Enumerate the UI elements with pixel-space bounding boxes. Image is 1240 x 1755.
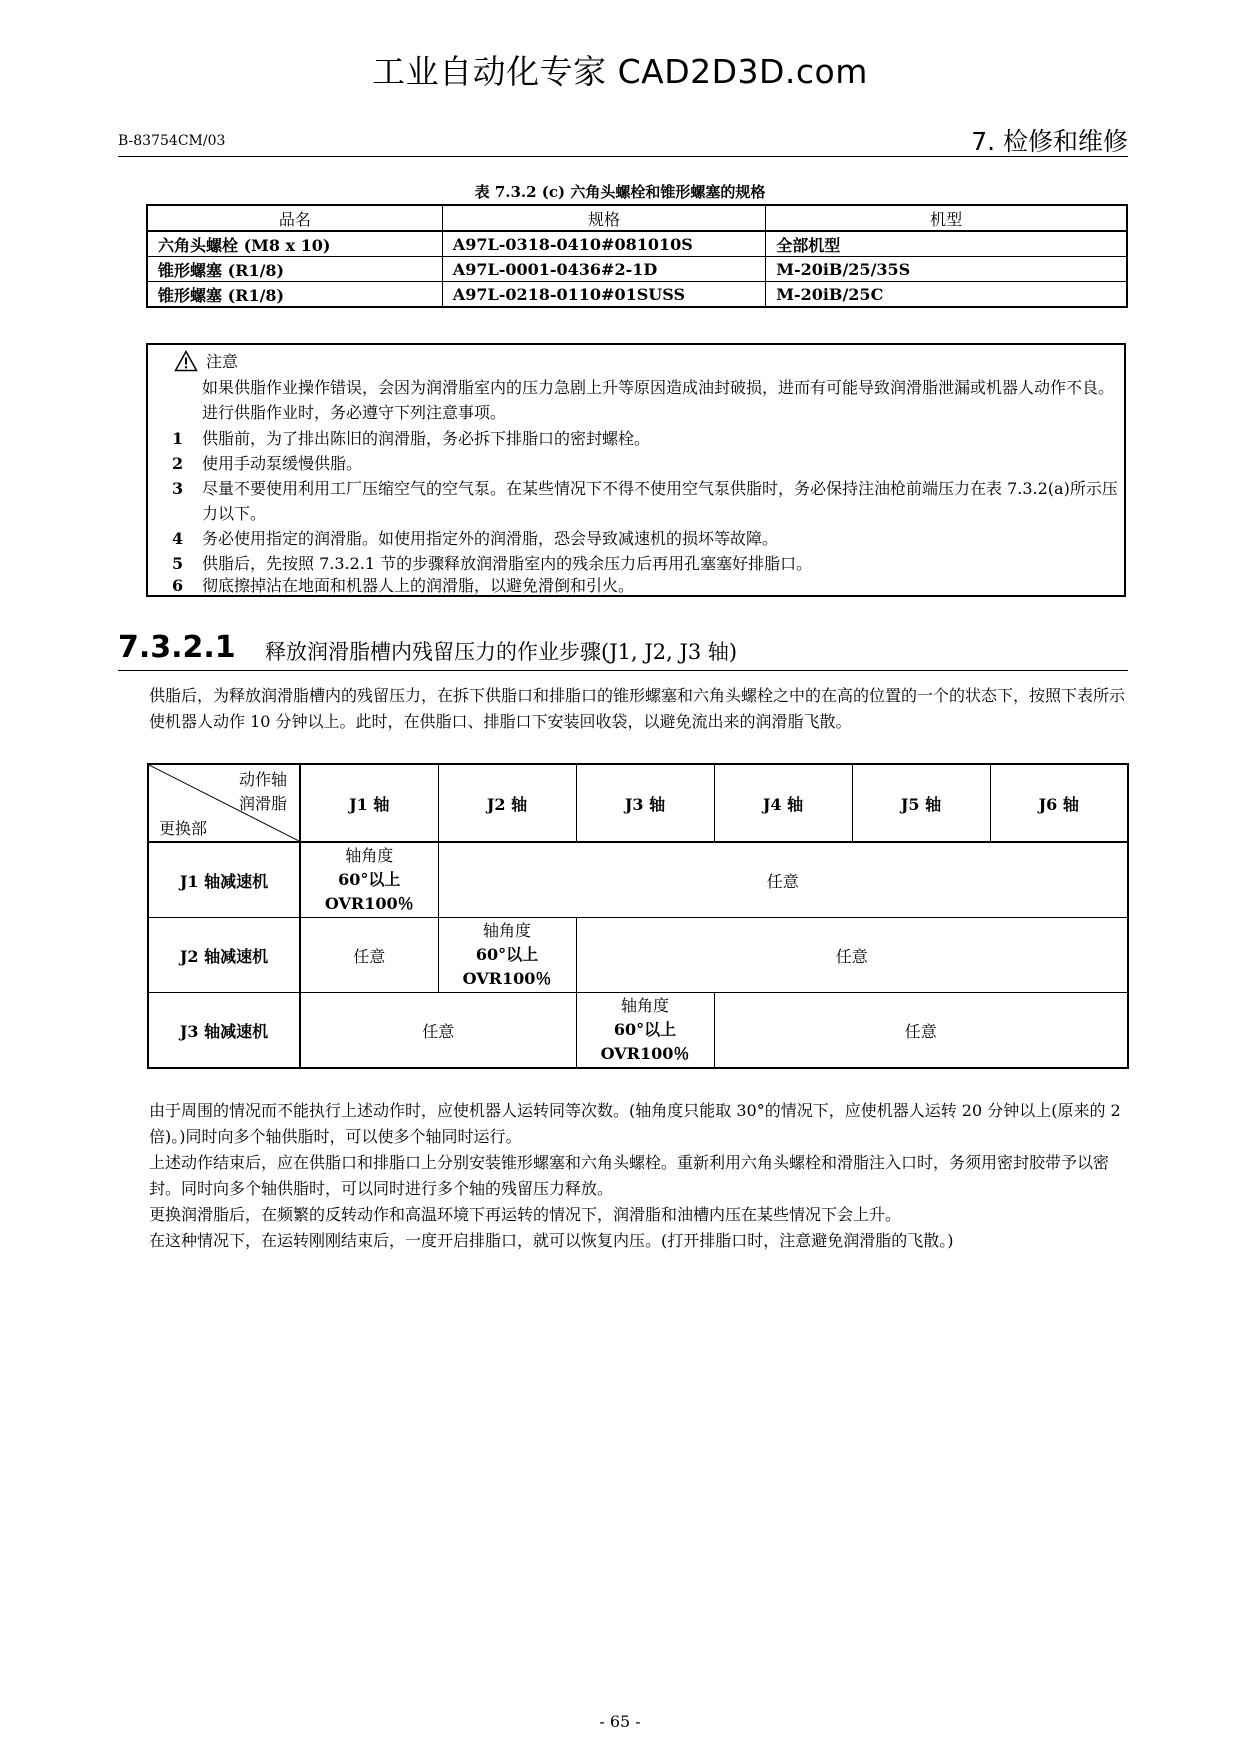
table-row — [147, 282, 1127, 308]
axis-header: J6 轴 — [990, 764, 1128, 842]
caution-item-text: 彻底擦掉沾在地面和机器人上的润滑脂，以避免滑倒和引火。 — [202, 576, 635, 595]
axis-header: J5 轴 — [852, 764, 990, 842]
condition-line: 60°以上 — [475, 945, 539, 964]
corner-label-axis: 动作轴 — [238, 770, 287, 789]
spec-table — [146, 204, 1128, 308]
warning-triangle-icon — [174, 350, 198, 372]
header-rule — [118, 156, 1128, 157]
caution-item-text: 供脂后，先按照 7.3.2.1 节的步骤释放润滑脂室内的残余压力后再用孔塞塞好排脂口。 — [202, 554, 813, 573]
part-spec: A97L-0318-0410#081010S — [442, 231, 765, 257]
caution-item-number: 4 — [172, 529, 184, 548]
caution-heading — [174, 349, 238, 372]
axis-header: J1 轴 — [300, 764, 438, 842]
axis-header: J2 轴 — [438, 764, 576, 842]
condition-cell — [438, 918, 576, 993]
part-spec: A97L-0218-0110#01SUSS — [442, 282, 765, 308]
table-row — [148, 918, 1128, 993]
body-paragraph: 由于周围的情况而不能执行上述动作时，应使机器人运转同等次数。(轴角度只能取 30°的情况下，应使机器人运转 20 分钟以上(原来的 2 倍)。)同时向多个轴供脂时，可以使多个轴同时运行。 — [149, 1101, 1121, 1146]
condition-line: 轴角度 — [482, 921, 531, 940]
reducer-label: J2 轴减速机 — [148, 918, 300, 993]
caution-item-number: 5 — [172, 554, 184, 573]
body-paragraph: 更换润滑脂后，在频繁的反转动作和高温环境下再运转的情况下，润滑脂和油槽内压在某些情况下会上升。 — [149, 1205, 902, 1224]
condition-line: 60°以上 — [613, 1020, 677, 1039]
caution-item-text: 供脂前，为了排出陈旧的润滑脂，务必拆下排脂口的密封螺栓。 — [202, 429, 651, 448]
axis-header: J4 轴 — [714, 764, 852, 842]
caution-item-number: 1 — [172, 429, 184, 448]
spec-table-header — [147, 205, 1127, 231]
condition-cell — [300, 842, 438, 918]
section-rule — [118, 670, 1128, 671]
intro-paragraph: 供脂后，为释放润滑脂槽内的残留压力，在拆下供脂口和排脂口的锥形螺塞和六角头螺栓之中的在高的位置的一个的状态下，按照下表所示使机器人动作 10 分钟以上。此时，在供脂口、排脂口下安装回收袋，以避免流出来的润滑脂飞散。 — [149, 686, 1126, 731]
any-cell: 任意 — [300, 918, 438, 993]
operation-table-header — [148, 764, 1128, 842]
caution-item-text: 务必使用指定的润滑脂。如使用指定外的润滑脂，恐会导致减速机的损坏等故障。 — [202, 529, 779, 548]
column-header: 机型 — [766, 205, 1127, 231]
condition-line: OVR100％ — [462, 969, 552, 988]
part-spec: A97L-0001-0436#2-1D — [442, 257, 765, 282]
robot-model: M-20iB/25C — [766, 282, 1127, 308]
robot-model: M-20iB/25/35S — [766, 257, 1127, 282]
caution-item-number: 2 — [172, 454, 184, 473]
condition-line: 轴角度 — [620, 996, 669, 1015]
condition-line: 60°以上 — [338, 870, 401, 889]
part-name: 六角头螺栓 (M8 x 10) — [147, 231, 442, 257]
caution-box — [146, 343, 1126, 597]
condition-cell — [576, 993, 714, 1069]
any-cell: 任意 — [438, 842, 1128, 918]
table-row — [147, 257, 1127, 282]
part-name: 锥形螺塞 (R1/8) — [147, 257, 442, 282]
part-name: 锥形螺塞 (R1/8) — [147, 282, 442, 308]
condition-line: 轴角度 — [345, 846, 394, 865]
reducer-label: J1 轴减速机 — [148, 842, 300, 918]
caution-item-text: 使用手动泵缓慢供脂。 — [202, 454, 363, 473]
operation-table — [147, 763, 1129, 1069]
table-row — [148, 842, 1128, 918]
corner-cell — [148, 764, 300, 842]
condition-line: OVR100％ — [324, 894, 414, 913]
caution-intro: 如果供脂作业操作错误，会因为润滑脂室内的压力急剧上升等原因造成油封破损，进而有可能导致润滑脂泄漏或机器人动作不良。进行供脂作业时，务必遵守下列注意事项。 — [202, 378, 1115, 422]
reducer-label: J3 轴减速机 — [148, 993, 300, 1069]
corner-label-part: 更换部 — [159, 819, 208, 838]
condition-line: OVR100％ — [600, 1044, 690, 1063]
any-cell: 任意 — [576, 918, 1128, 993]
body-paragraph: 上述动作结束后，应在供脂口和排脂口上分别安装锥形螺塞和六角头螺栓。重新利用六角头螺栓和滑脂注入口时，务须用密封胶带予以密封。同时向多个轴供脂时，可以同时进行多个轴的残留压力释放。 — [149, 1153, 1110, 1198]
document-id: B-83754CM/03 — [118, 133, 226, 149]
section-number: 7.3.2.1 — [118, 630, 236, 665]
caution-item-number: 6 — [172, 576, 184, 595]
table-row — [147, 231, 1127, 257]
any-cell: 任意 — [714, 993, 1128, 1069]
watermark-text: 工业自动化专家 CAD2D3D.com — [372, 52, 868, 91]
caution-item-number: 3 — [172, 479, 184, 498]
body-paragraph: 在这种情况下，在运转刚刚结束后，一度开启排脂口，就可以恢复内压。(打开排脂口时，注意避免润滑脂的飞散。) — [149, 1231, 954, 1250]
any-cell: 任意 — [300, 993, 576, 1069]
robot-model: 全部机型 — [766, 231, 1127, 257]
caution-item-text: 尽量不要使用利用工厂压缩空气的空气泵。在某些情况下不得不使用空气泵供脂时，务必保持注油枪前端压力在表 7.3.2(a)所示压力以下。 — [202, 479, 1118, 523]
column-header: 规格 — [442, 205, 765, 231]
page-number: - 65 - — [599, 1712, 641, 1731]
column-header: 品名 — [147, 205, 442, 231]
chapter-title: 7. 检修和维修 — [971, 127, 1128, 156]
caution-title: 注意 — [206, 352, 239, 371]
table-row — [148, 993, 1128, 1069]
section-title: 释放润滑脂槽内残留压力的作业步骤(J1, J2, J3 轴) — [265, 640, 738, 664]
corner-label-grease: 润滑脂 — [238, 794, 287, 813]
spec-table-caption: 表 7.3.2 (c) 六角头螺栓和锥形螺塞的规格 — [474, 183, 766, 201]
axis-header: J3 轴 — [576, 764, 714, 842]
